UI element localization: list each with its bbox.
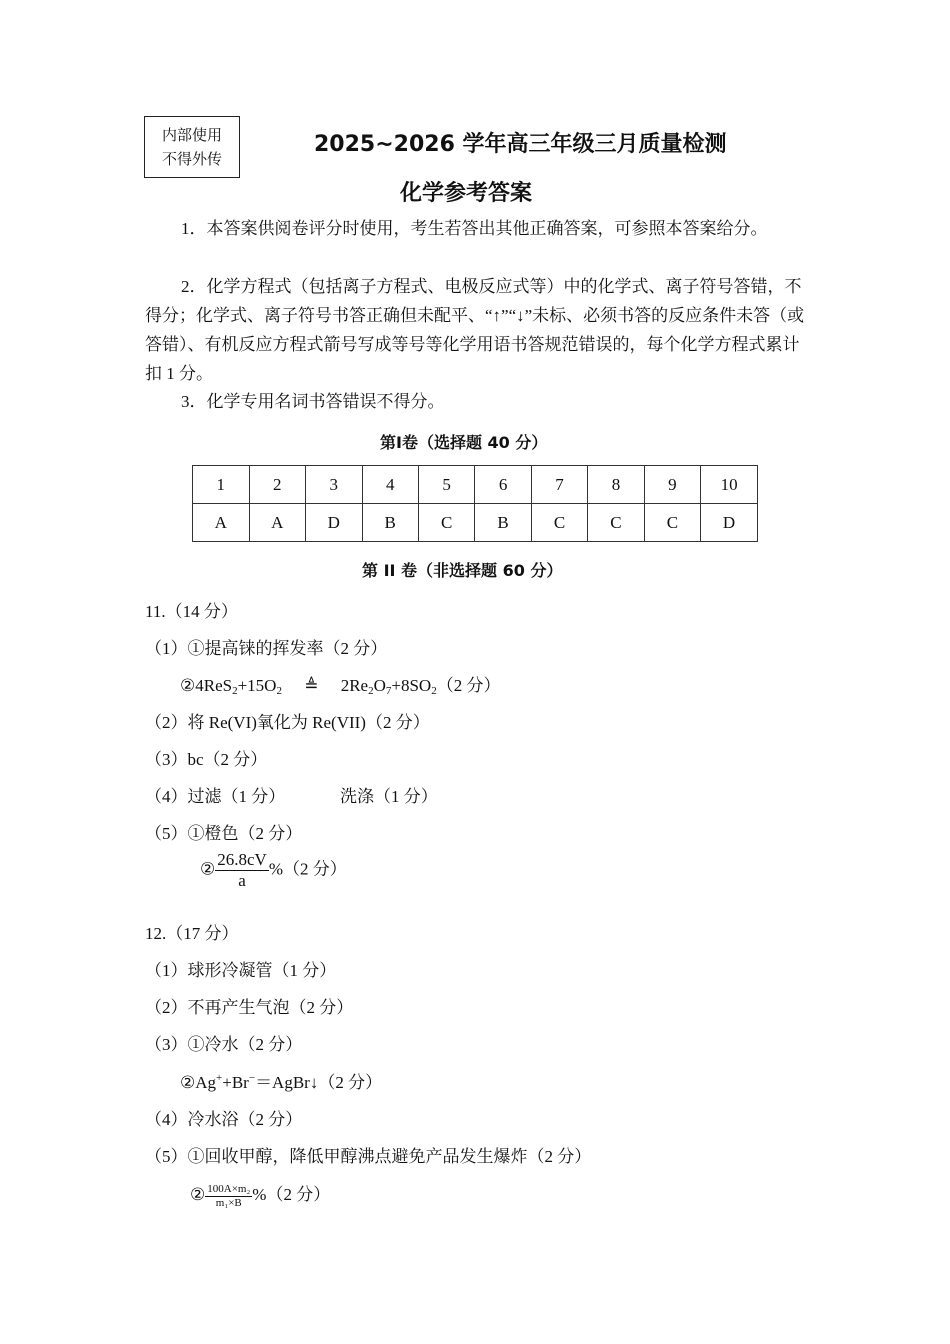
stamp-line-2: 不得外传 bbox=[161, 150, 222, 168]
q12-title: 12.（17 分） bbox=[145, 924, 239, 943]
q12-answer-1: （1）球形冷凝管（1 分） bbox=[145, 961, 337, 980]
question-number: 2 bbox=[249, 466, 306, 504]
answer-score: %（2 分） bbox=[268, 859, 347, 879]
fraction-numerator: 100A×m₂ bbox=[207, 1182, 251, 1195]
section-1-heading: 第Ⅰ卷（选择题 40 分） bbox=[380, 433, 548, 452]
question-number: 3 bbox=[306, 466, 363, 504]
stamp-line-1: 内部使用 bbox=[161, 126, 222, 144]
answer-cell: D bbox=[306, 504, 363, 542]
fraction bbox=[205, 1183, 252, 1210]
equation-part: +15O bbox=[237, 676, 277, 695]
question-number: 9 bbox=[644, 466, 700, 504]
internal-use-stamp bbox=[144, 116, 240, 178]
table-row-numbers bbox=[193, 466, 758, 504]
answer-cell: C bbox=[531, 504, 587, 542]
answer-cell: C bbox=[418, 504, 474, 542]
q11-answer-3: （3）bc（2 分） bbox=[145, 750, 268, 769]
q12-answer-3: （3）①冷水（2 分） bbox=[145, 1035, 303, 1054]
fraction-numerator: 26.8cV bbox=[217, 850, 267, 869]
question-number: 1 bbox=[193, 466, 250, 504]
q11-title: 11.（14 分） bbox=[145, 602, 238, 621]
question-number: 6 bbox=[475, 466, 531, 504]
q12-answer-4: （4）冷水浴（2 分） bbox=[145, 1110, 303, 1129]
q11-answer-4b: 洗涤（1 分） bbox=[340, 787, 438, 806]
equation-part: ②Ag bbox=[180, 1073, 217, 1092]
q11-answer-2: （2）将 Re(VI)氧化为 Re(VII)（2 分） bbox=[145, 713, 430, 732]
question-number: 4 bbox=[362, 466, 418, 504]
answer-cell: D bbox=[701, 504, 758, 542]
fraction-denominator: a bbox=[238, 871, 246, 890]
question-number: 10 bbox=[701, 466, 758, 504]
equation-part: +8SO bbox=[391, 676, 432, 695]
q11-answer-1: （1）①提高铼的挥发率（2 分） bbox=[145, 639, 388, 658]
note-2: 2．化学方程式（包括离子方程式、电极反应式等）中的化学式、离子符号答错，不得分；化学式、离子符号书答正确但未配平、“↑”“↓”未标、必须书答的反应条件未答（或答错）、有机反应方程式箭号写成等号等化学用语书答规范错误的，每个化学方程式累计扣 1 分。 bbox=[145, 277, 805, 383]
question-number: 5 bbox=[418, 466, 474, 504]
answer-cell: A bbox=[193, 504, 250, 542]
choice-answer-table bbox=[192, 465, 758, 542]
answer-cell: A bbox=[249, 504, 306, 542]
q12-ionic-equation: ②Ag++Br−＝AgBr↓（2 分） bbox=[180, 1072, 383, 1092]
question-number: 7 bbox=[531, 466, 587, 504]
question-number: 8 bbox=[588, 466, 644, 504]
answer-marker: ② bbox=[190, 1185, 206, 1204]
answer-cell: B bbox=[362, 504, 418, 542]
equation-part: O bbox=[373, 676, 386, 695]
note-1: 1．本答案供阅卷评分时使用，考生若答出其他正确答案，可参照本答案给分。 bbox=[181, 219, 768, 238]
answer-score: %（2 分） bbox=[252, 1185, 331, 1204]
q12-answer-5b bbox=[190, 1180, 330, 1210]
equation-part: ②4ReS bbox=[180, 676, 233, 695]
equation-part: ＝AgBr↓（2 分） bbox=[255, 1073, 383, 1092]
table-row-answers bbox=[193, 504, 758, 542]
fraction-denominator: m₁×B bbox=[215, 1196, 242, 1209]
answer-cell: C bbox=[588, 504, 644, 542]
page-title: 2025~2026 学年高三年级三月质量检测 bbox=[314, 132, 727, 157]
q11-answer-5b bbox=[200, 850, 347, 891]
page-subtitle: 化学参考答案 bbox=[400, 181, 533, 206]
q12-answer-2: （2）不再产生气泡（2 分） bbox=[145, 998, 354, 1017]
q11-answer-5: （5）①橙色（2 分） bbox=[145, 824, 303, 843]
answer-cell: B bbox=[475, 504, 531, 542]
q12-answer-5: （5）①回收甲醇，降低甲醇沸点避免产品发生爆炸（2 分） bbox=[145, 1147, 592, 1166]
fraction bbox=[215, 850, 269, 891]
q11-equation: $②4ReS_2+15O_2$ ≜ $2Re_2O_7+8SO_2(2$ 分） bbox=[180, 676, 501, 697]
answer-marker: ② bbox=[200, 859, 216, 879]
section-2-heading: 第 II 卷（非选择题 60 分） bbox=[362, 561, 563, 580]
equation-part: 2Re bbox=[340, 676, 369, 695]
answer-cell: C bbox=[644, 504, 700, 542]
q11-answer-4a: （4）过滤（1 分） bbox=[145, 787, 286, 806]
heating-equal-sign: ≜ bbox=[304, 676, 319, 695]
equation-score: （2 分） bbox=[436, 676, 501, 695]
equation-part: +Br bbox=[222, 1073, 249, 1092]
note-3: 3．化学专用名词书答错误不得分。 bbox=[181, 392, 445, 411]
